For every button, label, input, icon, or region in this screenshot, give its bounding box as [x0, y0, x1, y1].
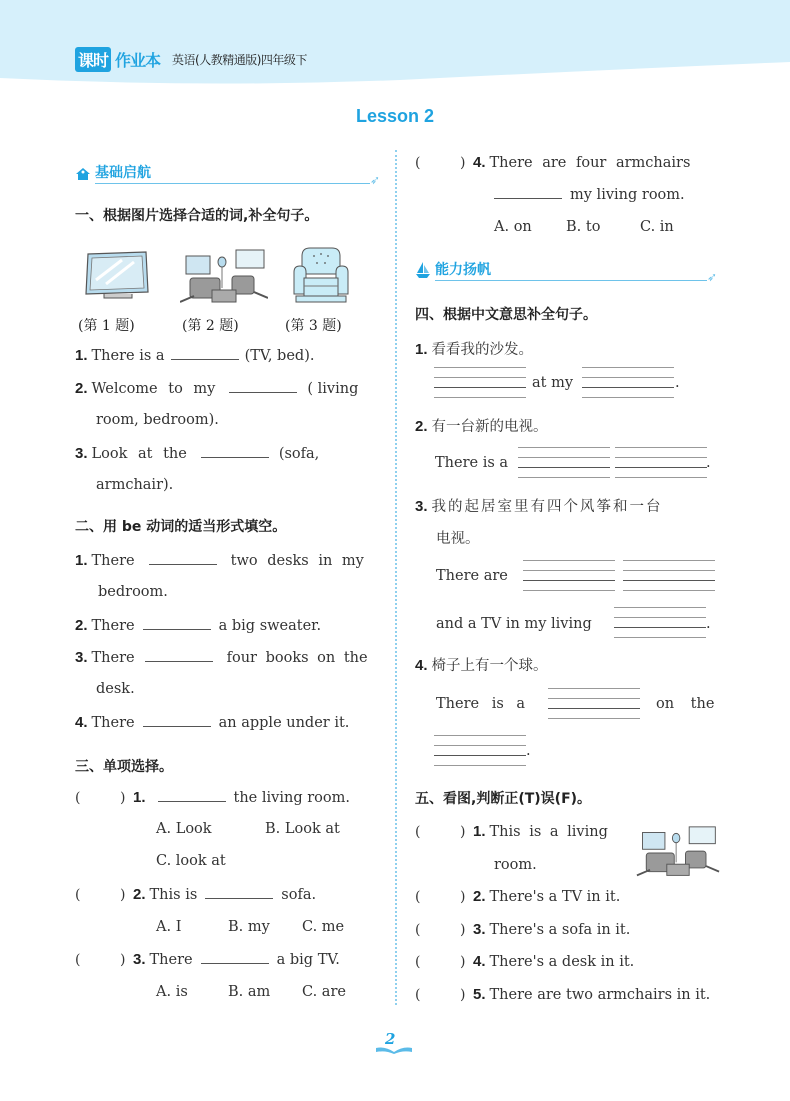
sentence-end: .	[675, 375, 680, 391]
question-continuation: armchair).	[96, 477, 174, 493]
option-c: C. are	[302, 984, 346, 1000]
image-caption: (第 3 题)	[285, 318, 342, 334]
writing-lines[interactable]	[434, 735, 526, 765]
part4-title: 四、根据中文意思补全句子。	[415, 307, 597, 323]
answer-bracket-open[interactable]: (	[75, 887, 81, 903]
question-continuation: bedroom.	[98, 584, 168, 600]
question-item: 4. 椅子上有一个球。	[415, 657, 548, 674]
option-a: A. I	[156, 919, 182, 935]
answer-bracket-close: )	[460, 824, 466, 840]
image-caption: (第 2 题)	[182, 318, 239, 334]
writing-lines[interactable]	[434, 367, 526, 397]
section-header-ability	[415, 259, 717, 284]
option-b: B. am	[228, 984, 271, 1000]
answer-blank[interactable]	[494, 197, 562, 199]
section-title: 能力扬帆	[435, 262, 491, 278]
part2-title: 二、用 be 动词的适当形式填空。	[75, 519, 287, 535]
question-item: 2. This is sofa.	[133, 886, 317, 903]
question-continuation: 电视。	[436, 531, 480, 547]
question-item: 3. 我的起居室里有四个风筝和一台	[415, 498, 663, 515]
part3-title: 三、单项选择。	[75, 759, 173, 775]
column-divider	[395, 150, 397, 1005]
answer-bracket-close: )	[460, 987, 466, 1003]
house-icon	[75, 166, 91, 182]
answer-bracket-open[interactable]: (	[75, 790, 81, 806]
answer-blank[interactable]	[205, 897, 273, 899]
page-number: 2	[385, 1030, 396, 1048]
writing-lines[interactable]	[614, 607, 706, 637]
answer-bracket-close: )	[120, 790, 126, 806]
header-band	[0, 0, 790, 90]
question-item: 3. Look at the (sofa,	[75, 445, 320, 462]
answer-bracket-close: )	[120, 887, 126, 903]
question-item: 3. There four books on the	[75, 649, 368, 666]
sentence-fragment: There is a	[436, 696, 526, 712]
question-item: 4. There are four armchairs	[473, 154, 691, 171]
option-c: C. me	[302, 919, 345, 935]
option-c: C. look at	[156, 853, 226, 869]
question-item: 4. There an apple under it.	[75, 714, 350, 731]
arrow-decoration-icon: ➶	[706, 270, 717, 284]
option-c: C. in	[640, 219, 674, 235]
section-header-basic	[75, 162, 380, 187]
answer-bracket-open[interactable]: (	[415, 824, 421, 840]
answer-blank[interactable]	[143, 725, 211, 727]
part5-title: 五、看图,判断正(T)误(F)。	[415, 791, 592, 807]
living-room-image	[180, 248, 268, 308]
living-room-image	[630, 825, 726, 881]
lesson-title: Lesson 2	[355, 106, 435, 126]
answer-bracket-close: )	[120, 952, 126, 968]
answer-bracket-open[interactable]: (	[415, 987, 421, 1003]
writing-lines[interactable]	[523, 560, 615, 590]
answer-bracket-open[interactable]: (	[415, 922, 421, 938]
writing-lines[interactable]	[518, 447, 610, 477]
answer-bracket-open[interactable]: (	[75, 952, 81, 968]
option-b: B. to	[566, 219, 601, 235]
option-b: B. Look at	[265, 821, 340, 837]
sentence-fragment: and a TV in my living	[436, 616, 592, 632]
answer-blank[interactable]	[201, 962, 269, 964]
answer-blank[interactable]	[229, 391, 297, 393]
answer-bracket-open[interactable]: (	[415, 155, 421, 171]
answer-bracket-close: )	[460, 889, 466, 905]
question-item: 2. Welcome to my ( living	[75, 380, 359, 397]
question-continuation: my living room.	[494, 187, 685, 203]
sentence-end: .	[526, 743, 531, 759]
answer-blank[interactable]	[143, 628, 211, 630]
answer-blank[interactable]	[145, 660, 213, 662]
answer-bracket-close: )	[460, 954, 466, 970]
brand-logo: 课时	[75, 47, 111, 72]
writing-lines[interactable]	[548, 688, 640, 718]
brand-name: 作业本	[115, 51, 161, 70]
sentence-fragment: There are	[436, 568, 508, 584]
book-title: 英语(人教精通版)四年级下	[172, 53, 307, 67]
sentence-fragment: on the	[656, 696, 715, 712]
part1-title: 一、根据图片选择合适的词,补全句子。	[75, 208, 319, 224]
arrow-decoration-icon: ➶	[369, 173, 380, 187]
image-caption: (第 1 题)	[78, 318, 135, 334]
answer-bracket-close: )	[460, 155, 466, 171]
question-item: 1. the living room.	[133, 789, 350, 806]
writing-lines[interactable]	[615, 447, 707, 477]
sentence-fragment: at my	[532, 375, 574, 391]
answer-blank[interactable]	[158, 800, 226, 802]
question-item: 1. 看看我的沙发。	[415, 341, 534, 358]
writing-lines[interactable]	[623, 560, 715, 590]
answer-blank[interactable]	[201, 456, 269, 458]
question-item: 2. There's a TV in it.	[473, 888, 621, 905]
answer-blank[interactable]	[171, 358, 239, 360]
tv-image	[82, 250, 152, 302]
question-continuation: desk.	[96, 681, 135, 697]
armchair-image	[290, 244, 352, 306]
question-item: 1. There two desks in my	[75, 552, 364, 569]
sailboat-icon	[415, 261, 431, 279]
section-title: 基础启航	[95, 165, 151, 181]
answer-blank[interactable]	[149, 563, 217, 565]
option-a: A. Look	[156, 821, 212, 837]
sentence-fragment: There is a	[435, 455, 509, 471]
answer-bracket-close: )	[460, 922, 466, 938]
question-continuation: room, bedroom).	[96, 412, 219, 428]
question-item: 3. There's a sofa in it.	[473, 921, 631, 938]
answer-bracket-open[interactable]: (	[415, 889, 421, 905]
option-a: A. is	[156, 984, 188, 1000]
book-header	[75, 47, 307, 72]
open-book-icon	[376, 1046, 412, 1054]
writing-lines[interactable]	[582, 367, 674, 397]
question-item: 5. There are two armchairs in it.	[473, 986, 711, 1003]
option-b: B. my	[228, 919, 270, 935]
question-continuation: room.	[494, 857, 537, 873]
sentence-end: .	[706, 455, 711, 471]
question-item: 4. There's a desk in it.	[473, 953, 635, 970]
question-item: 3. There a big TV.	[133, 951, 340, 968]
question-item: 1. There is a (TV, bed).	[75, 347, 315, 364]
question-item: 1. This is a living	[473, 823, 608, 840]
question-item: 2. 有一台新的电视。	[415, 418, 548, 435]
sentence-end: .	[706, 616, 711, 632]
answer-bracket-open[interactable]: (	[415, 954, 421, 970]
question-item: 2. There a big sweater.	[75, 617, 322, 634]
option-a: A. on	[494, 219, 532, 235]
